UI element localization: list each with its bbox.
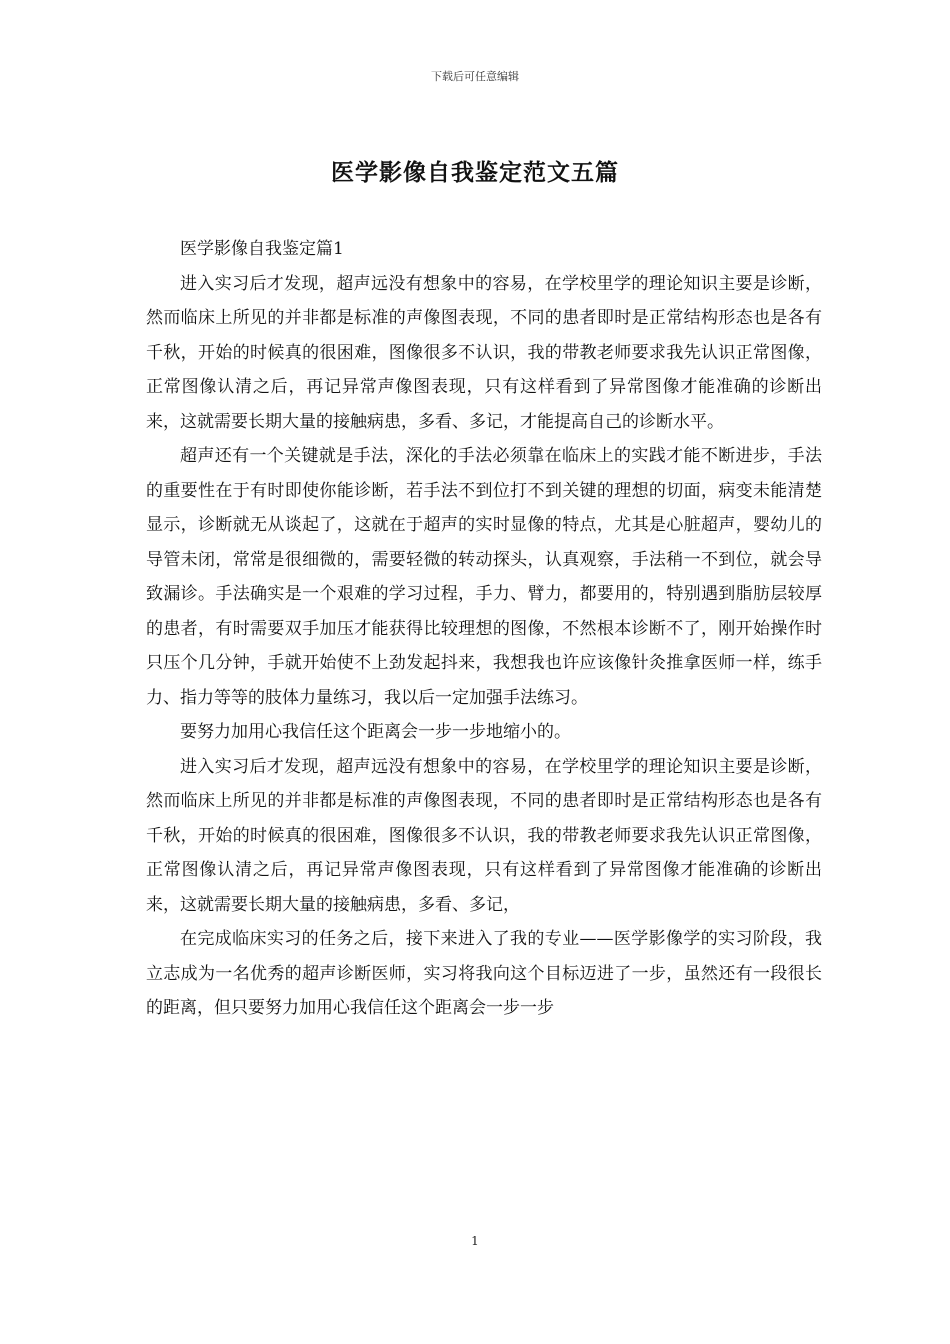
paragraph-5: 在完成临床实习的任务之后，接下来进入了我的专业——医学影像学的实习阶段，我立志成为一名优秀的超声诊断医师，实习将我向这个目标迈进了一步，虽然还有一段很长的距离，但只要努力加用心我信任这个距离会一步一步 <box>146 929 822 1018</box>
paragraph-2: 超声还有一个关键就是手法，深化的手法必须靠在临床上的实践才能不断进步，手法的重要性在于有时即使你能诊断，若手法不到位打不到关键的理想的切面，病变未能清楚显示，诊断就无从谈起了，这就在于超声的实时显像的特点，尤其是心脏超声，婴幼儿的导管未闭，常常是很细微的，需要轻微的转动探头，认真观察，手法稍一不到位，就会导致漏诊。手法确实是一个艰难的学习过程，手力、臂力，都要用的，特别遇到脂肪层较厚的患者，有时需要双手加压才能获得比较理想的图像，不然根本诊断不了，刚开始操作时只压个几分钟，手就开始使不上劲发起抖来，我想我也许应该像针灸推拿医师一样，练手力、指力等等的肢体力量练习，我以后一定加强手法练习。 <box>146 446 822 708</box>
section-heading: 医学影像自我鉴定篇1 <box>180 239 344 259</box>
document-title: 医学影像自我鉴定范文五篇 <box>331 159 619 186</box>
header-note: 下载后可任意编辑 <box>431 70 519 83</box>
paragraph-3: 要努力加用心我信任这个距离会一步一步地缩小的。 <box>180 722 571 742</box>
paragraph-1: 进入实习后才发现，超声远没有想象中的容易，在学校里学的理论知识主要是诊断，然而临床上所见的并非都是标准的声像图表现，不同的患者即时是正常结构形态也是各有千秋，开始的时候真的很困难，图像很多不认识，我的带教老师要求我先认识正常图像，正常图像认清之后，再记异常声像图表现，只有这样看到了异常图像才能准确的诊断出来，这就需要长期大量的接触病患，多看、多记，才能提高自己的诊断水平。 <box>146 273 822 432</box>
paragraph-4: 进入实习后才发现，超声远没有想象中的容易，在学校里学的理论知识主要是诊断，然而临床上所见的并非都是标准的声像图表现，不同的患者即时是正常结构形态也是各有千秋，开始的时候真的很困难，图像很多不认识，我的带教老师要求我先认识正常图像，正常图像认清之后，再记异常声像图表现，只有这样看到了异常图像才能准确的诊断出来，这就需要长期大量的接触病患，多看、多记， <box>146 756 822 915</box>
page-number: 1 <box>471 1234 479 1248</box>
document-body <box>146 232 822 1026</box>
